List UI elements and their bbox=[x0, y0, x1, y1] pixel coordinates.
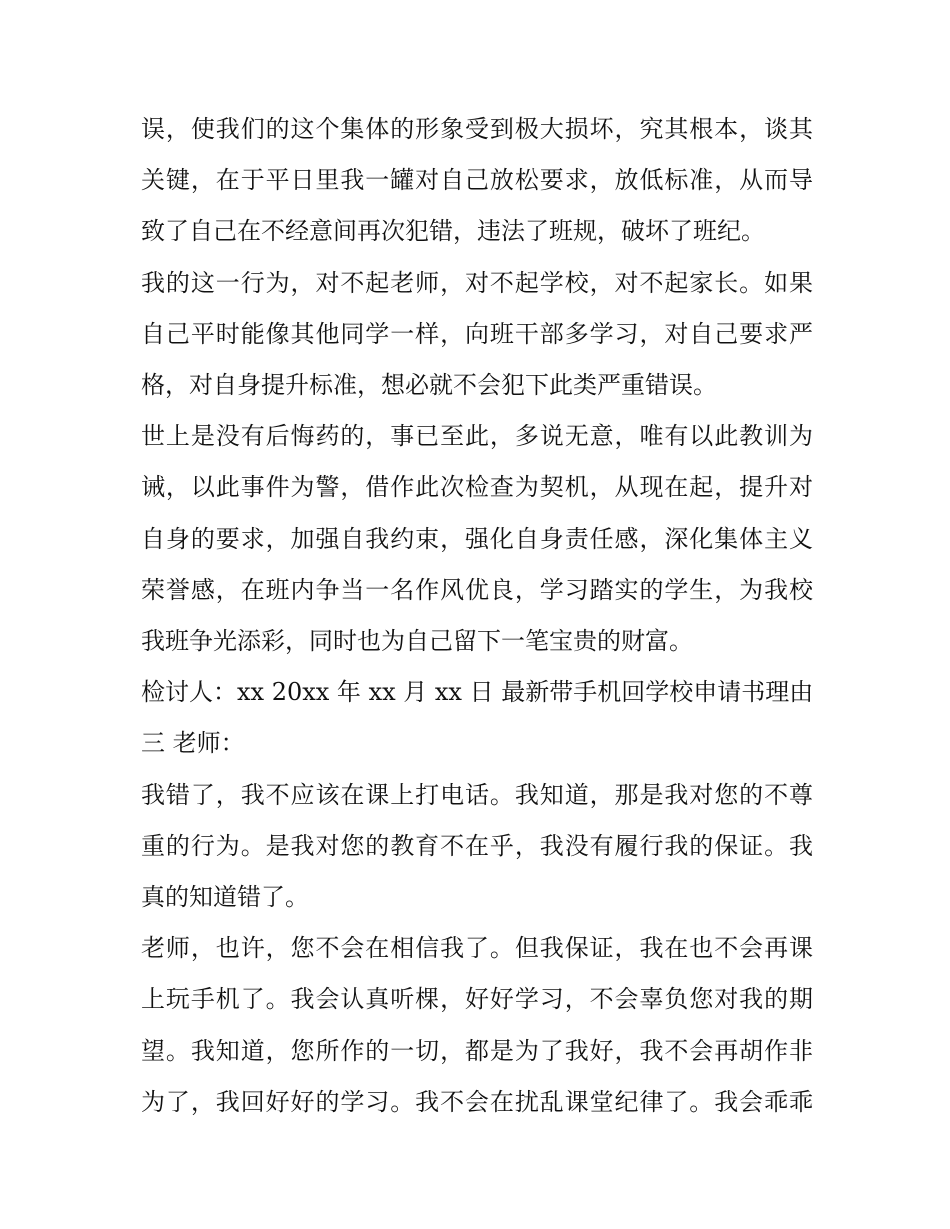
text-line: 望。我知道，您所作的一切，都是为了我好，我不会再胡作非 bbox=[141, 1036, 813, 1065]
text-line: 自己平时能像其他同学一样，向班干部多学习，对自己要求严 bbox=[141, 319, 813, 348]
paragraph-2 bbox=[141, 258, 813, 412]
document-body bbox=[141, 104, 813, 1128]
text-line: 格，对自身提升标准，想必就不会犯下此类严重错误。 bbox=[141, 371, 717, 400]
text-line: 世上是没有后悔药的，事已至此，多说无意，唯有以此教训为 bbox=[141, 422, 813, 451]
paragraph-3 bbox=[141, 411, 813, 667]
text-line: 我错了，我不应该在课上打电话。我知道，那是我对您的不尊 bbox=[141, 780, 813, 809]
salutation-line: 三 老师： bbox=[141, 729, 245, 758]
text-line: 诫，以此事件为警，借作此次检查为契机，从现在起，提升对 bbox=[141, 473, 813, 502]
text-line: 重的行为。是我对您的教育不在乎，我没有履行我的保证。我 bbox=[141, 831, 813, 860]
text-line: 老师，也许，您不会在相信我了。但我保证，我在也不会再课 bbox=[141, 934, 813, 963]
signature-line: 检讨人：xx 20xx 年 xx 月 xx 日 最新带手机回学校申请书理由 bbox=[141, 678, 813, 707]
text-line: 我班争光添彩，同时也为自己留下一笔宝贵的财富。 bbox=[141, 627, 693, 656]
paragraph-1 bbox=[141, 104, 813, 258]
text-line: 关键，在于平日里我一罐对自己放松要求，放低标准，从而导 bbox=[141, 166, 813, 195]
signature-paragraph bbox=[141, 667, 813, 769]
text-line: 致了自己在不经意间再次犯错，违法了班规，破坏了班纪。 bbox=[141, 217, 765, 246]
text-line: 荣誉感，在班内争当一名作风优良，学习踏实的学生，为我校 bbox=[141, 575, 813, 604]
paragraph-6 bbox=[141, 923, 813, 1128]
text-line: 误，使我们的这个集体的形象受到极大损坏，究其根本，谈其 bbox=[141, 115, 813, 143]
text-line: 为了，我回好好的学习。我不会在扰乱课堂纪律了。我会乖乖 bbox=[141, 1087, 813, 1116]
text-line: 我的这一行为，对不起老师，对不起学校，对不起家长。如果 bbox=[141, 268, 813, 297]
paragraph-5 bbox=[141, 770, 813, 924]
text-line: 上玩手机了。我会认真听棵，好好学习，不会辜负您对我的期 bbox=[141, 985, 813, 1014]
text-line: 真的知道错了。 bbox=[141, 883, 309, 912]
text-line: 自身的要求，加强自我约束，强化自身责任感，深化集体主义 bbox=[141, 524, 813, 553]
